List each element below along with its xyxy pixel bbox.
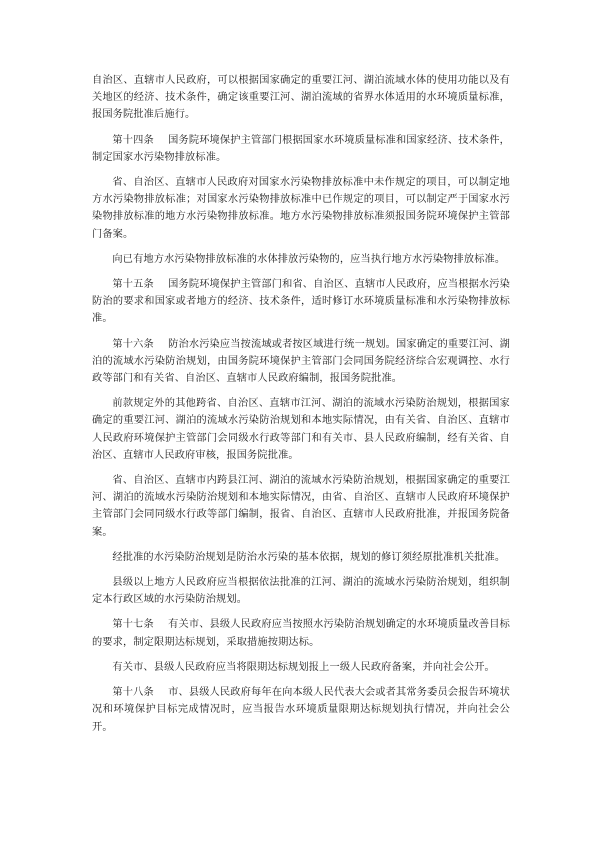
body-paragraph	[92, 472, 510, 541]
article-paragraph	[92, 132, 510, 166]
article-paragraph	[92, 336, 510, 388]
paragraph-text: 防治水污染应当按流域或者按区域进行统一规划。国家确定的重要江河、湖泊的流域水污染防治规划，由国务院环境保护主管部门会同国务院经济综合宏观调控、水行政等部门和有关省、自治区、直辖市人民政府编制，报国务院批准。	[92, 338, 510, 385]
paragraph-text: 有关市、县级人民政府应当按照水污染防治规划确定的水环境质量改善目标的要求，制定限期达标规划，采取措施按期达标。	[92, 619, 510, 648]
article-paragraph	[92, 616, 510, 650]
body-paragraph	[92, 174, 510, 243]
article-number: 第十七条	[112, 619, 154, 631]
article-number: 第十八条	[112, 687, 154, 699]
article-number: 第十五条	[112, 279, 154, 291]
document-page	[92, 72, 510, 744]
paragraph-text: 经批准的水污染防治规划是防治水污染的基本依据，规划的修订须经原批准机关批准。	[112, 551, 506, 563]
body-paragraph	[92, 549, 510, 566]
paragraph-text: 有关市、县级人民政府应当将限期达标规划报上一级人民政府备案，并向社会公开。	[112, 661, 495, 673]
paragraph-text: 县级以上地方人民政府应当根据依法批准的江河、湖泊的流域水污染防治规划，组织制定本行政区域的水污染防治规划。	[92, 577, 510, 606]
body-paragraph	[92, 251, 510, 268]
article-number: 第十四条	[112, 134, 154, 146]
article-number: 第十六条	[112, 338, 154, 350]
body-paragraph	[92, 574, 510, 608]
body-paragraph	[92, 72, 510, 124]
paragraph-text: 国务院环境保护主管部门根据国家水环境质量标准和国家经济、技术条件，制定国家水污染物排放标准。	[92, 134, 510, 163]
paragraph-text: 省、自治区、直辖市内跨县江河、湖泊的流域水污染防治规划，根据国家确定的重要江河、湖泊的流域水污染防治规划和本地实际情况，由省、自治区、直辖市人民政府环境保护主管部门会同同级水行政等部门编制，报省、自治区、直辖市人民政府批准，并报国务院备案。	[92, 475, 510, 538]
body-paragraph	[92, 659, 510, 676]
body-paragraph	[92, 395, 510, 464]
article-paragraph	[92, 276, 510, 328]
paragraph-text: 自治区、直辖市人民政府，可以根据国家确定的重要江河、湖泊流域水体的使用功能以及有关地区的经济、技术条件，确定该重要江河、湖泊流域的省界水体适用的水环境质量标准，报国务院批准后施行。	[92, 75, 510, 121]
paragraph-text: 市、县级人民政府每年在向本级人民代表大会或者其常务委员会报告环境状况和环境保护目标完成情况时，应当报告水环境质量限期达标规划执行情况，并向社会公开。	[92, 687, 510, 733]
paragraph-text: 国务院环境保护主管部门和省、自治区、直辖市人民政府，应当根据水污染防治的要求和国家或者地方的经济、技术条件，适时修订水环境质量标准和水污染物排放标准。	[92, 279, 510, 325]
article-paragraph	[92, 684, 510, 736]
paragraph-text: 省、自治区、直辖市人民政府对国家水污染物排放标准中未作规定的项目，可以制定地方水污染物排放标准；对国家水污染物排放标准中已作规定的项目，可以制定严于国家水污染物排放标准的地方水污染物排放标准。地方水污染物排放标准须报国务院环境保护主管部门备案。	[92, 177, 510, 240]
paragraph-text: 向已有地方水污染物排放标准的水体排放污染物的，应当执行地方水污染物排放标准。	[112, 253, 506, 265]
paragraph-text: 前款规定外的其他跨省、自治区、直辖市江河、湖泊的流域水污染防治规划，根据国家确定的重要江河、湖泊的流域水污染防治规划和本地实际情况，由有关省、自治区、直辖市人民政府环境保护主管部门会同级水行政等部门和有关市、县人民政府编制，经有关省、自治区、直辖市人民政府审核，报国务院批准。	[92, 398, 510, 461]
